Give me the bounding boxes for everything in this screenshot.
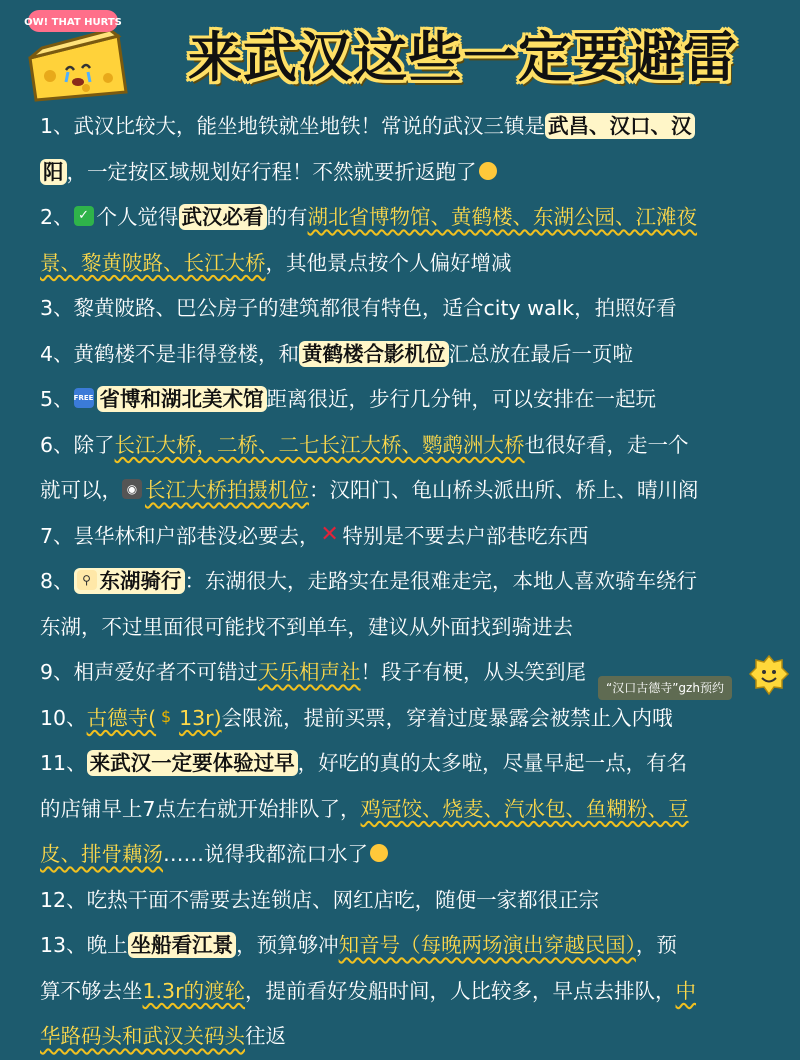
check-icon: ✓ bbox=[74, 206, 94, 226]
text: 1、武汉比较大，能坐地铁就坐地铁！常说的武汉三镇是 bbox=[40, 114, 546, 138]
text: 距离很近，步行几分钟，可以安排在一起玩 bbox=[266, 387, 657, 411]
text: 的店铺早上7点左右就开始排队了， bbox=[40, 796, 361, 821]
cheese-sticker-icon bbox=[22, 6, 134, 106]
text: 5、 bbox=[40, 387, 74, 411]
text: ……说得我都流口水了 bbox=[163, 842, 368, 866]
highlight: 来武汉一定要体验过早 bbox=[87, 750, 298, 776]
cross-icon: ✕ bbox=[320, 521, 339, 547]
highlight: 武昌、汉口、汉 bbox=[545, 113, 695, 139]
highlight: 坐船看江景 bbox=[128, 932, 237, 958]
watermark: “汉口古德寺”gzh预约 bbox=[598, 676, 732, 700]
text: 7、昙华林和户部巷没必要去， bbox=[40, 523, 320, 548]
text: 9、相声爱好者不可错过 bbox=[40, 660, 259, 684]
underlined-text: 知音号（每晚两场演出穿越民国） bbox=[338, 933, 636, 957]
list-item bbox=[40, 377, 780, 423]
text: 的有 bbox=[266, 205, 308, 229]
list-item bbox=[40, 923, 780, 969]
highlight: 黄鹤楼合影机位 bbox=[299, 341, 449, 367]
text: 个人觉得 bbox=[96, 205, 179, 229]
list-item bbox=[40, 286, 780, 332]
sticker-text: OW! THAT HURTS bbox=[24, 17, 122, 28]
underlined-text: 景、黎黄陂路、长江大桥 bbox=[40, 250, 266, 275]
underlined-text: 13r) bbox=[179, 705, 222, 730]
highlight bbox=[74, 568, 185, 594]
text: 6、除了 bbox=[40, 432, 115, 457]
list-item bbox=[40, 332, 780, 378]
underlined-text: 长江大桥拍摄机位 bbox=[145, 478, 309, 502]
list-item bbox=[40, 605, 780, 651]
highlight: 武汉必看 bbox=[179, 204, 267, 230]
text: ：东湖很大，走路实在是很难走完，本地人喜欢骑车绕行 bbox=[184, 569, 698, 593]
list-item bbox=[40, 195, 780, 241]
underlined-text: 长江大桥，二桥、二七长江大桥、鹦鹉洲大桥 bbox=[114, 432, 525, 457]
text: ，预算够冲 bbox=[236, 933, 339, 957]
text: 也很好看，走一个 bbox=[524, 432, 689, 457]
text: 8、 bbox=[40, 569, 74, 593]
underlined-text: 鸡冠饺、烧麦、汽水包、鱼糊粉、豆 bbox=[360, 796, 689, 821]
text: ，其他景点按个人偏好增减 bbox=[265, 250, 512, 275]
list-item bbox=[40, 1014, 780, 1060]
text: ，一定按区域规划好行程！不然就要折返跑了 bbox=[66, 159, 477, 184]
text: 东湖，不过里面很可能找不到单车，建议从外面找到骑进去 bbox=[40, 614, 573, 639]
text: 往返 bbox=[245, 1024, 286, 1048]
text: ，提前看好发船时间，人比较多，早点去排队， bbox=[245, 978, 676, 1003]
underlined-text: 天乐相声社 bbox=[258, 660, 361, 684]
crying-face-icon bbox=[479, 162, 497, 180]
highlight: 省博和湖北美术馆 bbox=[97, 386, 267, 412]
text: 12、吃热干面不需要去连锁店、网红店吃，随便一家都很正宗 bbox=[40, 887, 600, 912]
text: 2、 bbox=[40, 205, 74, 229]
yum-face-icon bbox=[370, 844, 388, 862]
list-item bbox=[40, 241, 780, 287]
text: 3、黎黄陂路、巴公房子的建筑都很有特色，适合city walk，拍照好看 bbox=[40, 296, 677, 320]
list-item bbox=[40, 559, 780, 605]
text: 10、 bbox=[40, 705, 87, 730]
smiley-sticker-icon bbox=[748, 654, 790, 696]
money-bag-icon: $ bbox=[161, 706, 172, 726]
underlined-text: 古德寺( bbox=[86, 705, 157, 730]
highlight-text: 东湖骑行 bbox=[99, 569, 182, 593]
bike-icon: ⚲ bbox=[77, 570, 97, 590]
list-item bbox=[40, 878, 780, 924]
text: 特别是不要去户部巷吃东西 bbox=[342, 523, 589, 548]
underlined-text: 皮、排骨藕汤 bbox=[40, 842, 163, 866]
text: 会限流，提前买票，穿着过度暴露会被禁止入内哦 bbox=[221, 705, 673, 730]
text: 算不够去坐 bbox=[40, 978, 143, 1003]
camera-icon: ◉ bbox=[122, 479, 142, 499]
text: ，好吃的真的太多啦，尽量早起一点，有名 bbox=[297, 751, 688, 775]
text: 就可以， bbox=[40, 478, 122, 502]
list-item bbox=[40, 150, 780, 196]
list-item bbox=[40, 741, 780, 787]
tips-list bbox=[40, 104, 780, 1060]
underlined-text: 1.3r的渡轮 bbox=[142, 978, 246, 1003]
text: 13、晚上 bbox=[40, 933, 128, 957]
text: 汇总放在最后一页啦 bbox=[448, 341, 634, 366]
underlined-text: 华路码头和武汉关码头 bbox=[40, 1024, 245, 1048]
text: 4、黄鹤楼不是非得登楼，和 bbox=[40, 341, 300, 366]
text: ！段子有梗，从头笑到尾 bbox=[360, 660, 587, 684]
page-title: 来武汉这些一定要避雷 bbox=[188, 26, 738, 89]
text: 11、 bbox=[40, 751, 87, 775]
list-item bbox=[40, 696, 780, 742]
list-item bbox=[40, 514, 780, 560]
list-item bbox=[40, 423, 780, 469]
list-item bbox=[40, 468, 780, 514]
list-item bbox=[40, 787, 780, 833]
text: ：汉阳门、龟山桥头派出所、桥上、晴川阁 bbox=[309, 478, 699, 502]
text: ，预 bbox=[635, 933, 677, 957]
list-item bbox=[40, 104, 780, 150]
free-icon: FREE bbox=[74, 388, 94, 408]
header bbox=[0, 0, 800, 112]
list-item bbox=[40, 969, 780, 1015]
underlined-text: 湖北省博物馆、黄鹤楼、东湖公园、江滩夜 bbox=[307, 205, 698, 229]
list-item bbox=[40, 832, 780, 878]
underlined-text: 中 bbox=[675, 978, 697, 1003]
highlight: 阳 bbox=[40, 159, 67, 185]
